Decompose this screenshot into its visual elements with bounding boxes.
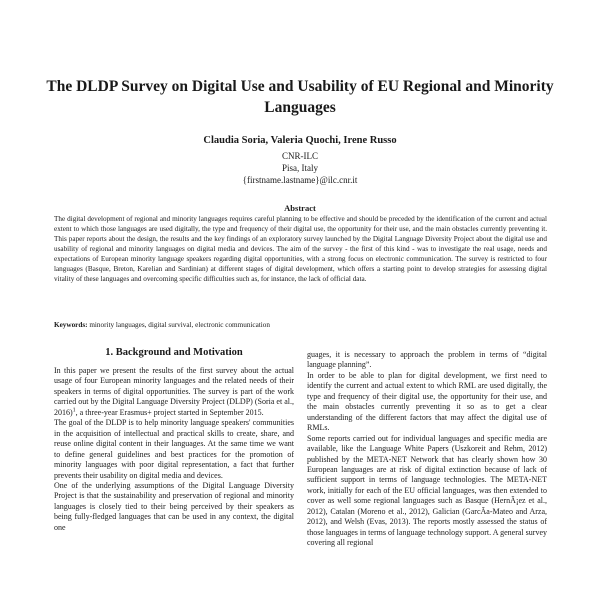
keywords-label: Keywords: — [54, 321, 88, 329]
paper-title: The DLDP Survey on Digital Use and Usability of EU Regional and Minority Languages — [46, 78, 554, 116]
section-heading: 1. Background and Motivation — [105, 347, 243, 358]
paragraph-text: In this paper we present the results of the first survey about the actual usage of four European minority languages and the related needs of their speakers in terms of digital opportunities. The survey is part of the work carried out by the Digital Language Diversity Project (DLDP) (Soria et al., 2016) — [54, 366, 294, 417]
email: {firstname.lastname}@ilc.cnr.it — [242, 175, 358, 185]
paragraph: guages, it is necessary to approach the problem in terms of “digital language planning”. — [307, 350, 547, 370]
paragraph: The goal of the DLDP is to help minority language speakers' communities in the acquisition of intellectual and practical skills to create, share, and reuse online digital content in their languages. At the same time we want to define general guidelines and best practices for the promotion of minority languages with poor digital representation, a fact that further prevents their usability on digital media and devices. — [54, 418, 294, 480]
location: Pisa, Italy — [282, 163, 318, 173]
abstract-heading: Abstract — [284, 203, 316, 213]
keywords-text: minority languages, digital survival, electronic communication — [87, 321, 270, 329]
paragraph: Some reports carried out for individual languages and specific media are available, like the Language White Papers (Uszkoreit and Rehm, 2012) published by the META-NET Network that has clearly shown how 30 European languages are at risk of digital extinction because of lack of sufficient support in terms of language technologies. The META-NET work, initially for each of the EU official languages, was then extended to cover as well some regional languages such as Basque (HernÃ¡ez et al., 2012), Catalan (Moreno et al., 2012), Galician (GarcÃa-Mateo and Arza, 2012), and Welsh (Evas, 2013). The reports mostly assessed the status of those languages in terms of language technology support. A general survey covering all regional — [307, 433, 547, 548]
keywords — [54, 321, 547, 329]
author-list: Claudia Soria, Valeria Quochi, Irene Russo — [203, 135, 397, 146]
paragraph: In order to be able to plan for digital development, we first need to identify the current and actual extent to which RML are used digitally, the type and frequency of their digital use, the opportunity for their use, and the main obstacles currently preventing it so as to get a clear understanding of the different factors that may affect the digital use of RMLs. — [307, 370, 547, 433]
footnote-marker: 1 — [72, 407, 76, 414]
affiliation: CNR-ILC — [282, 151, 318, 161]
paragraph-text: , a three-year Erasmus+ project started in September 2015. — [75, 407, 264, 417]
left-column — [54, 366, 294, 600]
abstract-text: The digital development of regional and minority languages requires careful planning to be effective and should be preceded by the identification of the current and actual extent to which those languages are used digitally, the type and frequency of their digital use, the opportunity for their use, and the main obstacles currently preventing it. This paper reports about the design, the results and the key findings of an exploratory survey launched by the Digital Language Diversity Project about the digital use and usability of regional and minority languages on digital media and devices. The aim of the survey - the first of this kind - was to investigate the real usage, needs and expectations of European minority language speakers regarding digital opportunities, with a strong focus on electronic communication. The survey is restricted to four languages (Basque, Breton, Karelian and Sardinian) at different stages of digital development, which offers a starting point to develop strategies for assessing digital vitality of these languages and overcoming specific difficulties such as, for instance, the lack of official data. — [54, 215, 547, 284]
paragraph — [54, 366, 294, 418]
paragraph: One of the underlying assumptions of the Digital Language Diversity Project is that the sustainability and preservation of regional and minority languages is closely tied to their being perceived by their speakers as being fully-fledged languages that can be used in any context, the digital one — [54, 480, 294, 532]
right-column — [307, 350, 547, 600]
